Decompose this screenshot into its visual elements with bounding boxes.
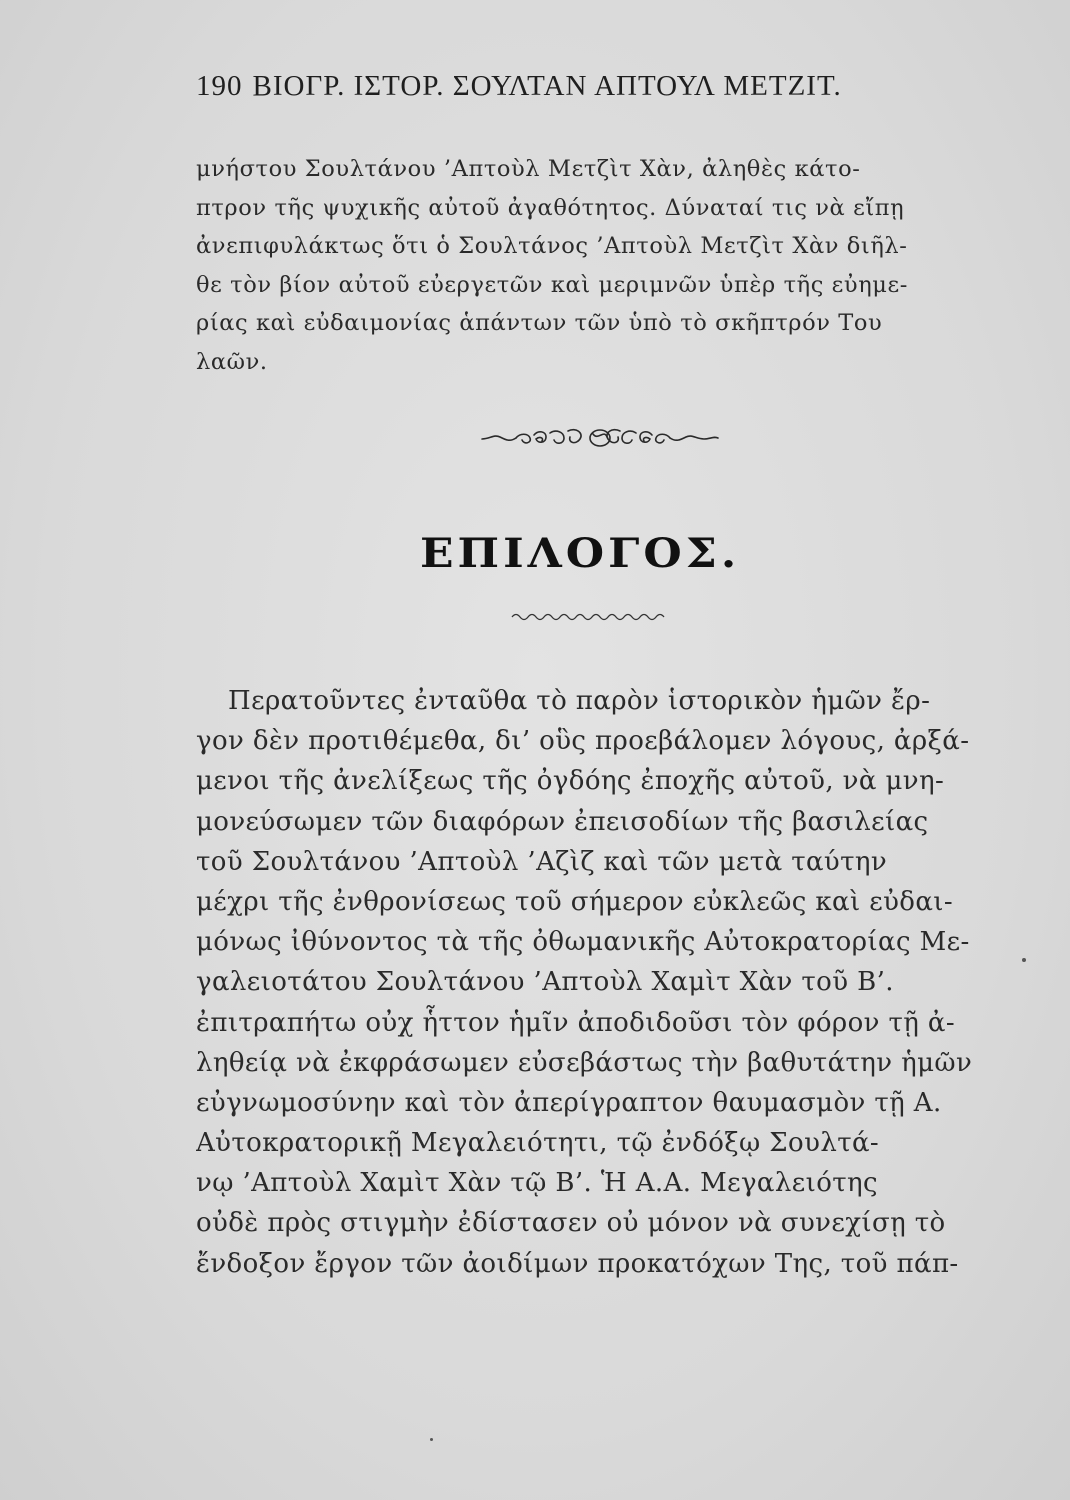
wavy-rule xyxy=(510,610,670,624)
epilogue-paragraph xyxy=(196,681,986,1284)
text-line: εὐγνωμοσύνην καὶ τὸν ἀπερίγραπτον θαυμασμὸν τῇ Α. xyxy=(196,1087,942,1118)
paper-speck xyxy=(1022,958,1026,962)
text-line: τοῦ Σουλτάνου ’Απτοὺλ ’Αζὶζ καὶ τῶν μετὰ ταύτην xyxy=(196,846,888,877)
text-line: γαλειοτάτου Σουλτάνου ’Απτοὺλ Χαμὶτ Χὰν τοῦ Β’. xyxy=(196,967,894,998)
text-line: Περατοῦντες ἐνταῦθα τὸ παρὸν ἱστορικὸν ἡμῶν ἔρ- xyxy=(228,686,931,716)
text-line: ληθείᾳ νὰ ἐκφράσωμεν εὐσεβάστως τὴν βαθυτάτην ἡμῶν xyxy=(196,1047,973,1078)
paragraph-continued xyxy=(196,150,986,381)
page-number: 190 xyxy=(196,70,243,102)
text-line: ρίας καὶ εὐδαιμονίας ἁπάντων τῶν ὑπὸ τὸ σκῆπτρόν Του xyxy=(196,310,883,336)
text-line: μονεύσωμεν τῶν διαφόρων ἐπεισοδίων τῆς βασιλείας xyxy=(196,806,929,837)
text-line: μόνως ἰθύνοντος τὰ τῆς ὀθωμανικῆς Αὐτοκρατορίας Με- xyxy=(196,927,970,958)
text-line: νῳ ’Απτοὺλ Χαμὶτ Χὰν τῷ Β’. Ἡ Α.Α. Μεγαλειότης xyxy=(196,1168,878,1199)
text-line: θε τὸν βίον αὐτοῦ εὐεργετῶν καὶ μεριμνῶν ὑπὲρ τῆς εὐημε- xyxy=(196,271,908,298)
ornament-divider xyxy=(480,423,720,453)
text-line: οὐδὲ πρὸς στιγμὴν ἐδίστασεν οὐ μόνον νὰ συνεχίσῃ τὸ xyxy=(196,1208,946,1239)
running-title: ΒΙΟΓΡ. ΙΣΤΟΡ. ΣΟΥΛΤΑΝ ΑΠΤΟΥΛ ΜΕΤΖΙΤ. xyxy=(252,70,842,102)
text-line: ἔνδοξον ἔργον τῶν ἀοιδίμων προκατόχων Της, τοῦ πάπ- xyxy=(196,1248,959,1279)
text-line: μνήστου Σουλτάνου ’Απτοὺλ Μετζὶτ Χὰν, ἀληθὲς κάτο- xyxy=(196,156,861,182)
text-line: ἐπιτραπήτω οὐχ ἧττον ἡμῖν ἀποδιδοῦσι τὸν φόρον τῇ ἀ- xyxy=(196,1007,956,1038)
text-line: μενοι τῆς ἀνελίξεως τῆς ὀγδόης ἐποχῆς αὐτοῦ, νὰ μνη- xyxy=(196,766,945,797)
section-heading: ΕΠΙΛΟΓΟΣ. xyxy=(420,530,741,577)
text-line: πτρον τῆς ψυχικῆς αὐτοῦ ἀγαθότητος. Δύναταί τις νὰ εἴπῃ xyxy=(196,194,905,221)
text-line: λαῶν. xyxy=(196,348,268,375)
text-line: ἀνεπιφυλάκτως ὅτι ὁ Σουλτάνος ’Απτοὺλ Μετζὶτ Χὰν διῆλ- xyxy=(196,233,908,259)
text-line: μέχρι τῆς ἐνθρονίσεως τοῦ σήμερον εὐκλεῶς καὶ εὐδαι- xyxy=(196,886,954,917)
text-line: Αὐτοκρατορικῇ Μεγαλειότητι, τῷ ἐνδόξῳ Σουλτά- xyxy=(196,1128,880,1159)
paper-speck xyxy=(430,1438,433,1441)
running-header xyxy=(196,70,976,103)
text-line: γον δὲν προτιθέμεθα, δι’ οὓς προεβάλομεν λόγους, ἀρξά- xyxy=(196,726,970,757)
